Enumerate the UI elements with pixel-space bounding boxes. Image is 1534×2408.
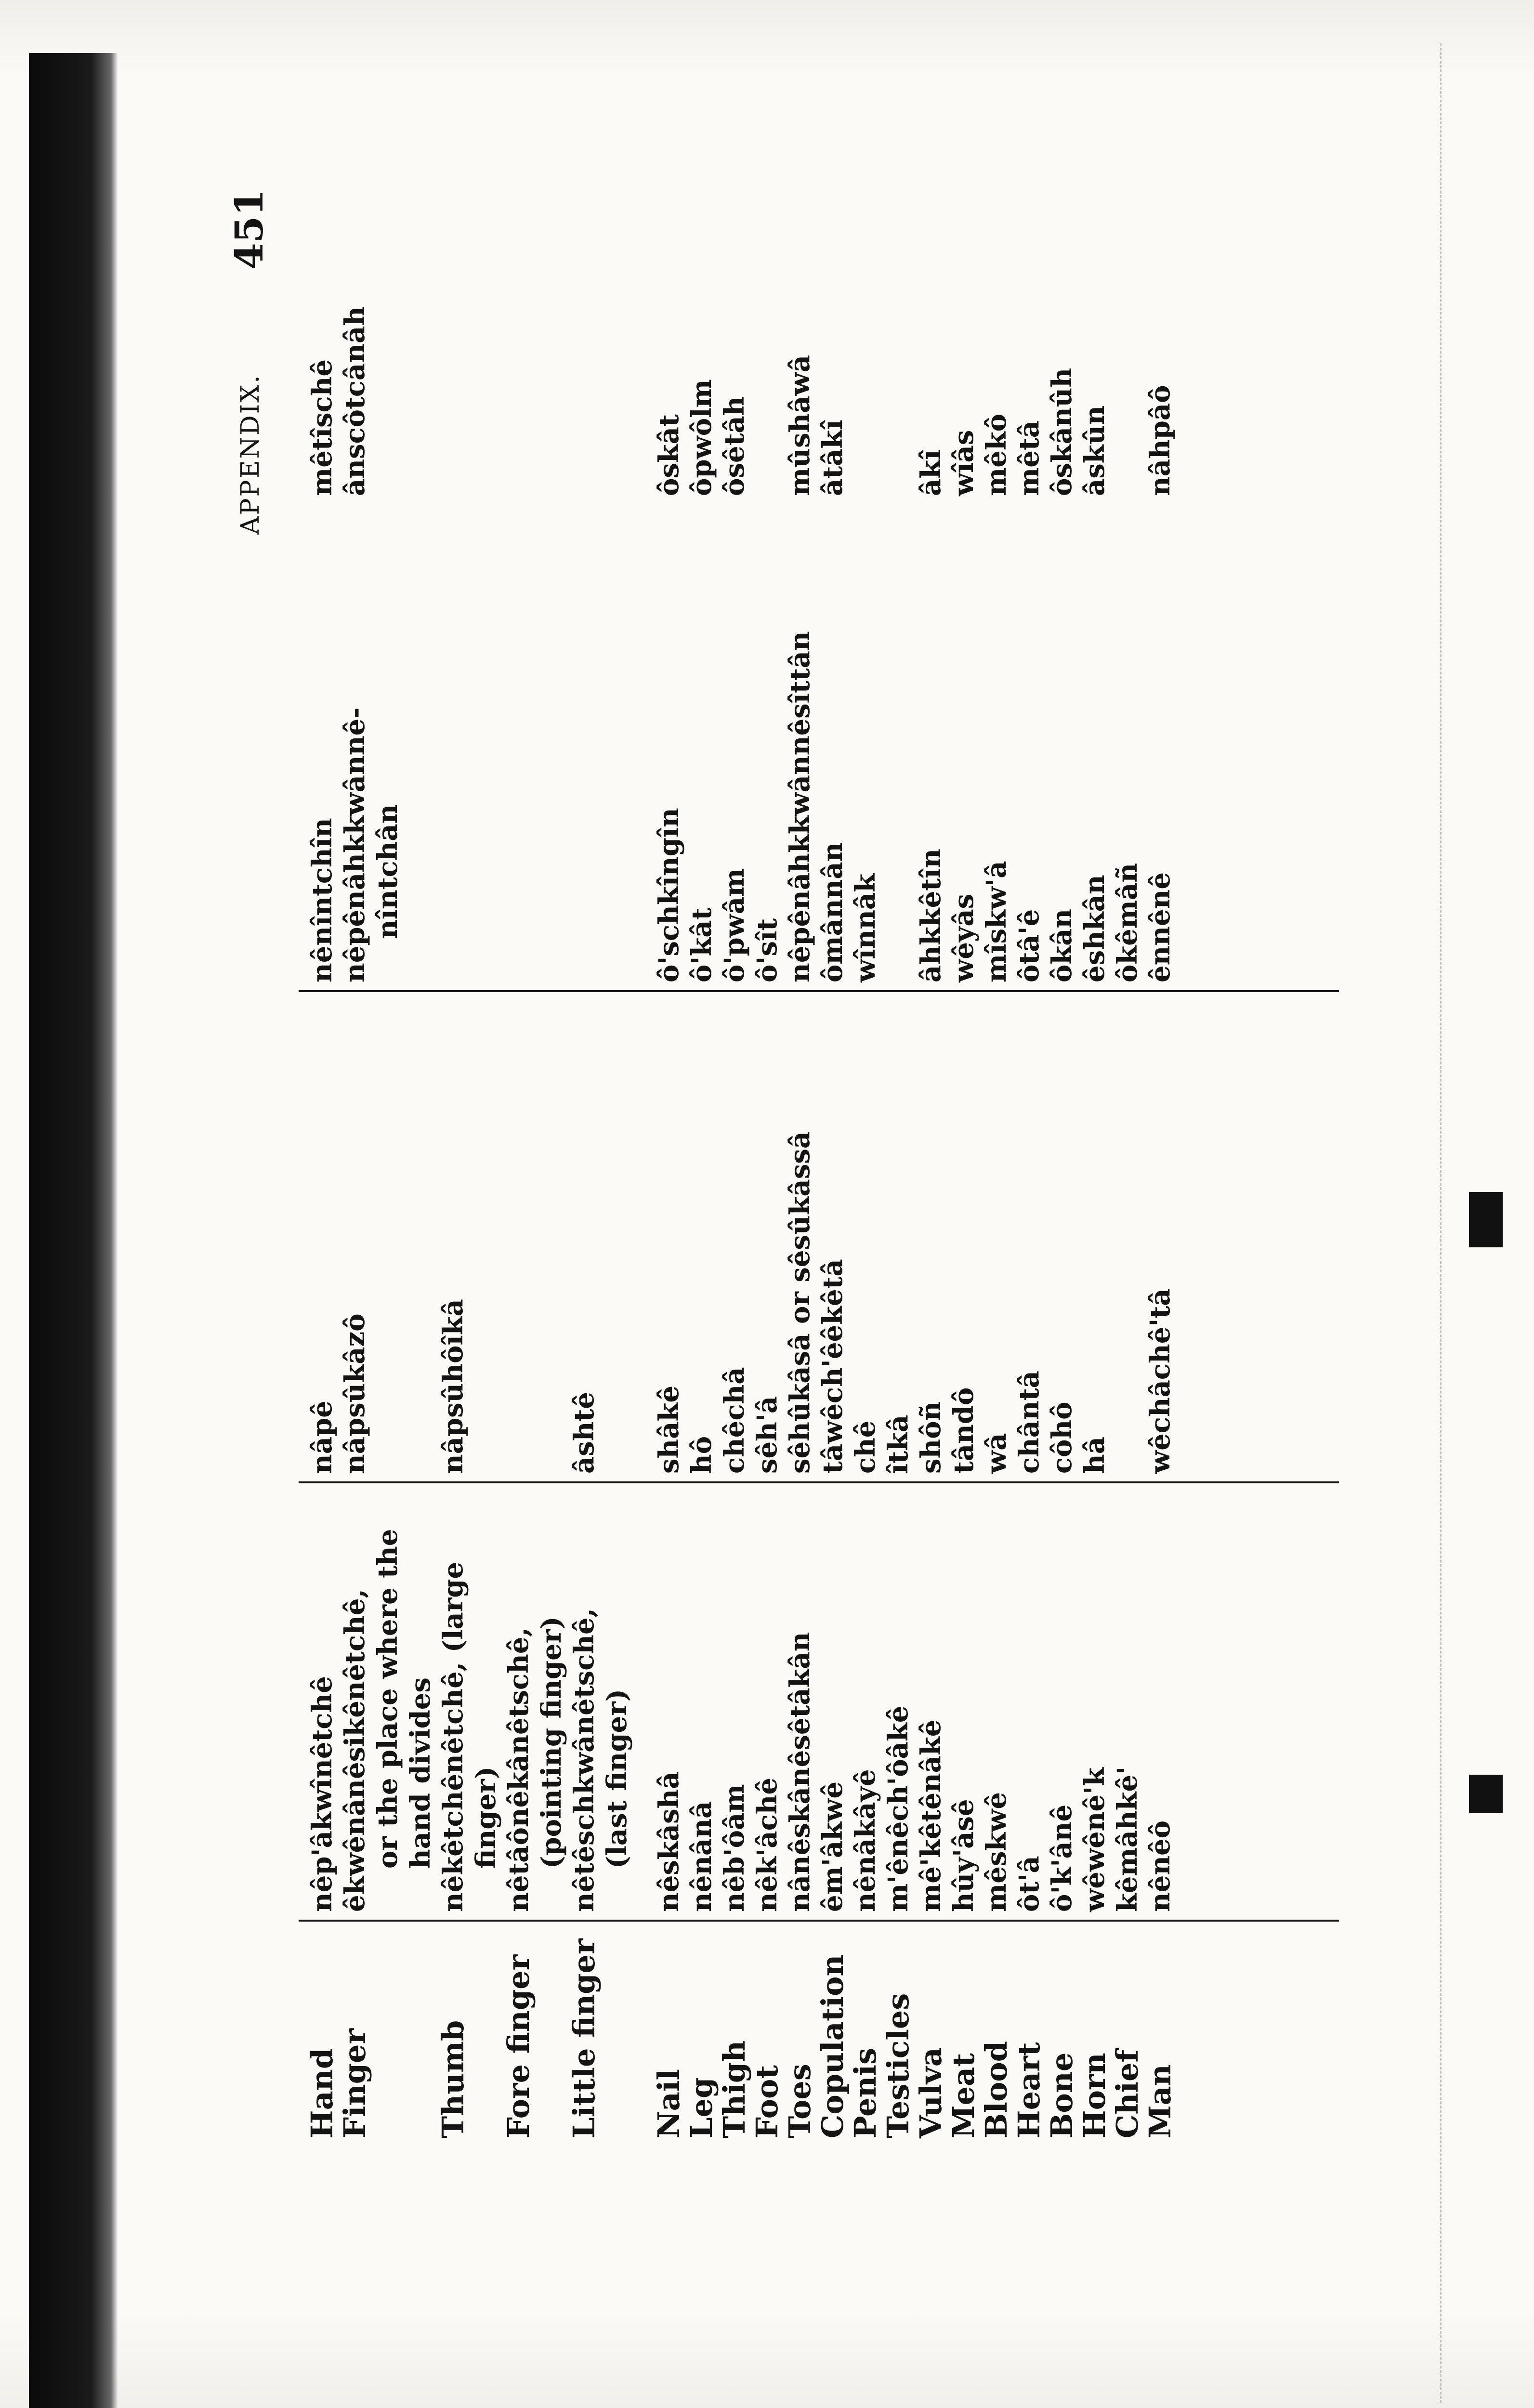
translation-col3 [1078, 501, 1111, 982]
translation-col1 [1144, 1488, 1177, 1912]
english-term: Thumb [435, 2020, 471, 2138]
translation-line: tândô [948, 1387, 980, 1474]
translation-line: nênêô [1144, 1820, 1176, 1912]
translation-line: âskûn [1079, 405, 1111, 496]
translation-line: finger) [470, 1766, 502, 1869]
translation-line: hô [686, 1436, 718, 1474]
translation-col1 [1111, 1488, 1144, 1912]
translation-col3 [339, 501, 404, 982]
translation-line: nâpsûkâzô [339, 1313, 371, 1474]
translation-line: nênâkâyê [850, 1769, 881, 1912]
translation-line: ô'sît [751, 918, 783, 982]
translation-col3 [685, 501, 718, 982]
translation-col4 [947, 0, 980, 496]
translation-col1 [653, 1488, 685, 1912]
translation-line: mê'kêtênâkê [915, 1719, 947, 1912]
translation-col2 [1078, 997, 1111, 1474]
translation-col2 [816, 997, 849, 1474]
translation-col3 [784, 501, 816, 982]
translation-col1 [784, 1488, 816, 1912]
translation-col2 [751, 997, 784, 1474]
translation-col2 [306, 997, 339, 1474]
translation-col2 [653, 997, 685, 1474]
translation-line: nâhpâô [1144, 385, 1176, 496]
translation-col1 [751, 1488, 784, 1912]
translation-line: êkwênânêsikênêtchê, [339, 1589, 371, 1912]
translation-col2 [339, 997, 371, 1474]
translation-line: nêtâônêkânêtschê, [503, 1627, 535, 1912]
translation-line: ôtâ'ê [1013, 909, 1045, 982]
translation-line: ôpwôlm [686, 379, 718, 496]
translation-col1 [568, 1488, 633, 1912]
translation-line: ômânnân [817, 842, 849, 982]
translation-line: shôñ [915, 1401, 947, 1474]
translation-line: ô'pwâm [719, 868, 750, 982]
translation-col4 [685, 0, 718, 496]
translation-line: nêb'ôâm [719, 1784, 750, 1912]
translation-line: ênnênê [1144, 872, 1176, 982]
column-rule [299, 1920, 1339, 1922]
translation-line: mêkô [981, 413, 1012, 496]
translation-col1 [947, 1488, 980, 1912]
english-term: Copulation [815, 1954, 850, 2138]
translation-col2 [915, 997, 947, 1474]
translation-line: ôskât [653, 414, 685, 496]
translation-col3 [751, 501, 784, 982]
english-term: Vulva [913, 2047, 948, 2138]
translation-col3 [1046, 501, 1078, 982]
column-rule [299, 1481, 1339, 1483]
running-title: APPENDIX. [236, 374, 265, 535]
translation-col3 [947, 501, 980, 982]
translation-col1 [980, 1488, 1013, 1912]
translation-col1 [915, 1488, 947, 1912]
translation-col4 [816, 0, 849, 496]
translation-line: ô'schkîngîn [653, 808, 685, 982]
translation-line: nâpê [306, 1400, 338, 1474]
translation-line: nîntchân [372, 804, 404, 939]
translation-col4 [1046, 0, 1078, 496]
translation-col1 [718, 1488, 751, 1912]
translation-line: hâ [1079, 1437, 1111, 1474]
english-term: Little finger [566, 1938, 602, 2138]
translation-col4 [1144, 0, 1177, 496]
book-binding-shadow [29, 53, 118, 2408]
translation-line: mîskw'â [981, 861, 1012, 982]
translation-col2 [980, 997, 1013, 1474]
translation-line: âkî [915, 449, 947, 496]
running-head [222, 0, 289, 2138]
translation-col1 [1078, 1488, 1111, 1912]
english-term: Foot [749, 2065, 785, 2138]
translation-line: mêtîschê [306, 359, 338, 496]
translation-line: nâpsûhôîkâ [437, 1299, 469, 1474]
translation-line: êshkân [1079, 875, 1111, 982]
translation-line: ôsêtâh [719, 396, 750, 496]
translation-line: mêskwê [981, 1792, 1012, 1912]
english-term: Nail [651, 2069, 686, 2138]
english-term: Thigh [717, 2040, 752, 2138]
english-term: Meat [946, 2053, 981, 2138]
translation-line: sêhûkâsâ or sêsûkâssâ [784, 1131, 816, 1474]
translation-line: wêwênê'k [1079, 1767, 1111, 1912]
translation-line: êm'âkwê [817, 1781, 849, 1912]
translation-col3 [849, 501, 882, 982]
scan-register-mark [1469, 1192, 1503, 1247]
translation-col2 [849, 997, 882, 1474]
translation-col3 [1111, 501, 1144, 982]
translation-col3 [653, 501, 685, 982]
page-edge [1440, 43, 1442, 2403]
translation-col2 [882, 997, 915, 1474]
translation-col3 [1144, 501, 1177, 982]
translation-line: kêmâhkê' [1112, 1766, 1143, 1912]
translation-col1 [306, 1488, 339, 1912]
english-term: Finger [337, 2028, 372, 2138]
translation-line: ôkêmâñ [1112, 863, 1143, 982]
translation-line: chê [850, 1420, 881, 1474]
english-term: Hand [304, 2048, 340, 2138]
translation-line: hand divides [405, 1677, 436, 1869]
translation-col3 [816, 501, 849, 982]
translation-col2 [1144, 997, 1177, 1474]
english-term: Horn [1077, 2053, 1112, 2138]
translation-line: nêpênâhkkwânnêsîttân [784, 631, 816, 982]
translation-line: or the place where the [372, 1529, 404, 1869]
translation-line: nêskâshâ [653, 1771, 685, 1912]
translation-line: îtkâ [882, 1414, 914, 1474]
translation-line: nênîntchîn [306, 818, 338, 982]
translation-col1 [339, 1488, 437, 1912]
translation-col4 [339, 0, 371, 496]
translation-col4 [718, 0, 751, 496]
translation-col1 [685, 1488, 718, 1912]
english-term: Leg [684, 2077, 719, 2138]
translation-line: nêk'âchê [751, 1777, 783, 1912]
translation-line: tâwêch'êêkêtâ [817, 1259, 849, 1474]
translation-line: mêtâ [1013, 420, 1045, 496]
translation-line: nêp'âkwînêtchê [306, 1676, 338, 1912]
translation-col1 [502, 1488, 568, 1912]
translation-col3 [915, 501, 947, 982]
translation-col1 [882, 1488, 915, 1912]
translation-line: nênânâ [686, 1801, 718, 1912]
translation-line: nânêskânêsêtâkân [784, 1632, 816, 1912]
translation-line: wêyâs [948, 893, 980, 982]
translation-line: chêchâ [719, 1367, 750, 1474]
translation-col2 [947, 997, 980, 1474]
translation-col2 [568, 997, 601, 1474]
english-term: Chief [1110, 2049, 1145, 2138]
translation-col4 [784, 0, 816, 496]
english-term: Man [1142, 2064, 1178, 2138]
page-number: 451 [226, 189, 272, 270]
english-term: Bone [1044, 2052, 1079, 2138]
translation-line: ô'kât [686, 907, 718, 982]
translation-col4 [915, 0, 947, 496]
translation-line: m'ênêch'ôâkê [882, 1705, 914, 1912]
scan-register-mark [1469, 1775, 1503, 1813]
translation-col4 [306, 0, 339, 496]
translation-line: nêpênâhkkwânnê- [339, 707, 371, 982]
translation-col3 [1013, 501, 1046, 982]
translation-line: ô'k'ânê [1046, 1804, 1078, 1912]
translation-col4 [1078, 0, 1111, 496]
english-term: Testicles [880, 1993, 916, 2138]
translation-line: nêtêschkwânêtschê, [568, 1608, 600, 1912]
translation-line: (last finger) [601, 1688, 633, 1869]
translation-col1 [1013, 1488, 1046, 1912]
english-term: Penis [848, 2048, 883, 2138]
english-term: Toes [782, 2064, 817, 2138]
translation-col4 [653, 0, 685, 496]
translation-line: ôkân [1046, 908, 1078, 982]
translation-line: ânscôtcânâh [339, 306, 371, 496]
translation-line: shâkê [653, 1386, 685, 1474]
translation-col4 [980, 0, 1013, 496]
translation-col2 [784, 997, 816, 1474]
translation-line: wînnâk [850, 874, 881, 982]
translation-line: nêkêtchênêtchê, (large [437, 1561, 469, 1912]
translation-col2 [685, 997, 718, 1474]
translation-line: âtâkî [817, 419, 849, 496]
translation-col2 [1013, 997, 1046, 1474]
translation-line: sêh'â [751, 1396, 783, 1474]
translation-line: hûy'âsê [948, 1799, 980, 1912]
translation-col3 [306, 501, 339, 982]
english-term: Fore finger [501, 1954, 536, 2138]
translation-col4 [1013, 0, 1046, 496]
translation-col3 [980, 501, 1013, 982]
translation-line: ôskânûh [1046, 367, 1078, 496]
english-term: Blood [979, 2041, 1014, 2138]
translation-col1 [849, 1488, 882, 1912]
translation-line: ôt'â [1013, 1856, 1045, 1912]
translation-line: côhô [1046, 1401, 1078, 1474]
translation-col2 [718, 997, 751, 1474]
translation-line: chântâ [1013, 1371, 1045, 1474]
translation-line: âhkkêtîn [915, 848, 947, 982]
translation-line: mûshâwâ [784, 355, 816, 496]
translation-col1 [437, 1488, 502, 1912]
translation-line: wîâs [948, 430, 980, 496]
translation-col3 [718, 501, 751, 982]
translation-line: wêchâchê'tâ [1144, 1288, 1176, 1474]
translation-line: âshtê [568, 1391, 600, 1474]
rotated-page-content [222, 0, 1430, 2138]
column-rule [299, 990, 1339, 992]
english-term: Heart [1011, 2042, 1047, 2138]
translation-line: (pointing finger) [536, 1616, 567, 1869]
translation-col1 [816, 1488, 849, 1912]
translation-col2 [1046, 997, 1078, 1474]
translation-col2 [437, 997, 470, 1474]
translation-col1 [1046, 1488, 1078, 1912]
translation-line: wâ [981, 1433, 1012, 1474]
